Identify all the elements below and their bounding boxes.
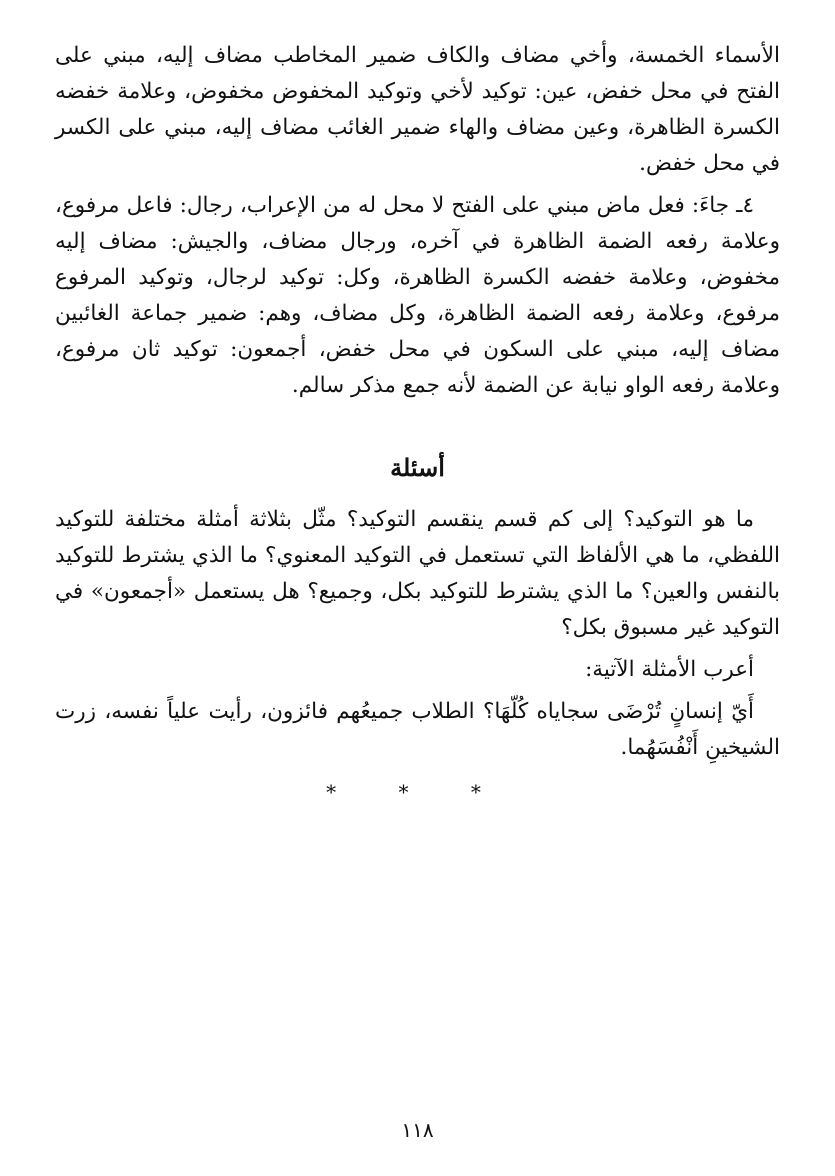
page-body [55, 38, 780, 804]
section-divider-stars: * * * [326, 780, 509, 804]
paragraph-1: الأسماء الخمسة، وأخي مضاف والكاف ضمير المخاطب مضاف إليه، مبني على الفتح في محل خفض، عين: توكيد لأخي وتوكيد المخفوض مخفوض، وعلامة خفضه الكسرة الظاهرة، وعين مضاف والهاء ضمير الغائب مضاف إليه، مبني على الكسر في محل خفض. [55, 43, 780, 176]
questions-paragraph: ما هو التوكيد؟ إلى كم قسم ينقسم التوكيد؟ مثّل بثلاثة أمثلة مختلفة للتوكيد اللفظي، ما هي الألفاظ التي تستعمل في التوكيد المعنوي؟ ما الذي يشترط للتوكيد بالنفس والعين؟ ما الذي يشترط للتوكيد بكل، وجميع؟ هل يستعمل «أجمعون» في التوكيد غير مسبوق بكل؟ [55, 507, 780, 640]
exercise-title: أعرب الأمثلة الآتية: [585, 657, 754, 682]
paragraph-2: ٤ـ جاءَ: فعل ماض مبني على الفتح لا محل له من الإعراب، رجال: فاعل مرفوع، وعلامة رفعه الضمة الظاهرة في آخره، ورجال مضاف، والجيش: مضاف إليه مخفوض، وعلامة خفضه الكسرة الظاهرة، وكل: توكيد لرجال، وتوكيد المرفوع مرفوع، وعلامة رفعه الضمة الظاهرة، وكل مضاف، وهم: ضمير جماعة الغائبين مضاف إليه، مبني على السكون في محل خفض، أجمعون: توكيد ثان مرفوع، وعلامة رفعه الواو نيابة عن الضمة لأنه جمع مذكر سالم. [55, 193, 780, 398]
page-number: ١١٨ [401, 1118, 434, 1142]
exercise-text: أَيّ إنسانٍ تُرْضَى سجاياه كُلّهَا؟ الطلاب جميعُهم فائزون، رأيت علياً نفسه، زرت الشيخينِ أَنْفُسَهُما. [55, 699, 780, 760]
section-heading: أسئلة [390, 453, 445, 482]
